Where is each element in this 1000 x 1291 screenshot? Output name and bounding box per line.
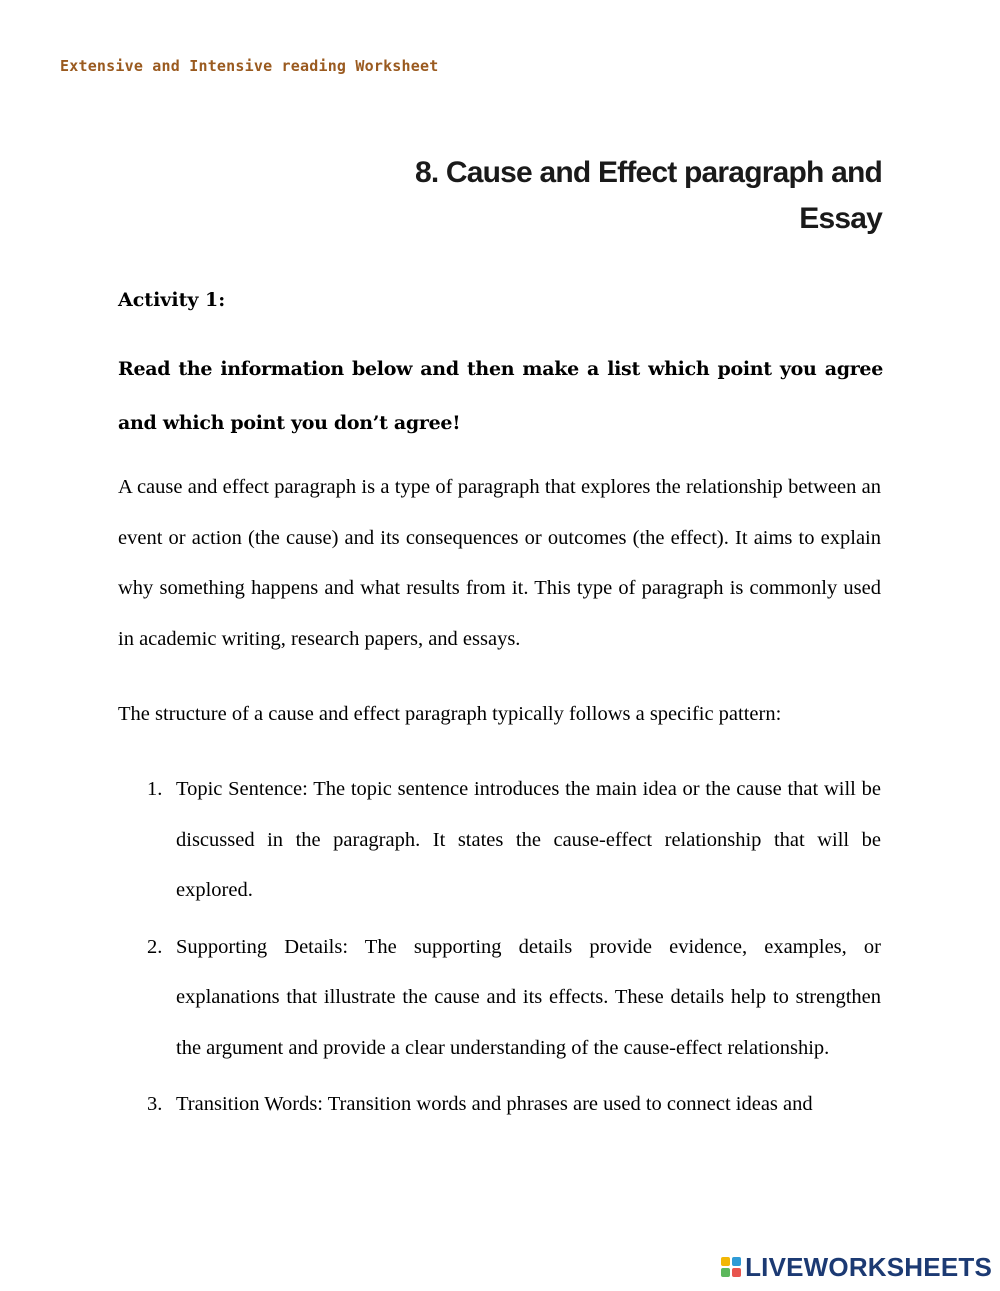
- structure-list: [118, 764, 881, 1135]
- list-item-number: 1.: [147, 778, 163, 800]
- page-title: [322, 150, 882, 242]
- running-header: Extensive and Intensive reading Worksheet: [60, 57, 439, 75]
- page-title-line-2: Essay: [799, 202, 882, 235]
- logo-square-green: [721, 1268, 730, 1277]
- activity-instruction: Read the information below and then make a list which point you agree and which point you don’t agree!: [118, 358, 883, 434]
- logo-text: LIVEWORKSHEETS: [745, 1252, 992, 1282]
- list-item: [118, 1079, 881, 1129]
- list-item-text: Transition Words: Transition words and phrases are used to connect ideas and: [176, 1093, 813, 1115]
- list-item-text: Topic Sentence: The topic sentence introduces the main idea or the cause that will be discussed in the paragraph. It states the cause-effect relationship that will be explored.: [176, 778, 881, 901]
- liveworksheets-logo[interactable]: [721, 1252, 992, 1282]
- structure-paragraph: The structure of a cause and effect paragraph typically follows a specific pattern:: [118, 703, 782, 725]
- page-title-line-1: 8. Cause and Effect paragraph and: [414, 156, 882, 189]
- list-item: [118, 922, 881, 1074]
- activity-label: Activity 1:: [118, 289, 226, 311]
- logo-mark-icon: [721, 1257, 741, 1277]
- list-item: [118, 764, 881, 916]
- intro-paragraph: A cause and effect paragraph is a type of paragraph that explores the relationship between an event or action (the cause) and its consequences or outcomes (the effect). It aims to explain why something happens and what results from it. This type of paragraph is commonly used in academic writing, research papers, and essays.: [118, 476, 881, 650]
- logo-square-blue: [732, 1257, 741, 1266]
- list-item-text: Supporting Details: The supporting details provide evidence, examples, or explanations that illustrate the cause and its effects. These details help to strengthen the argument and provide a clear understanding of the cause-effect relationship.: [176, 935, 881, 1059]
- logo-square-yellow: [721, 1257, 730, 1266]
- list-item-number: 3.: [147, 1093, 163, 1115]
- list-item-number: 2.: [147, 935, 163, 958]
- logo-square-red: [732, 1268, 741, 1277]
